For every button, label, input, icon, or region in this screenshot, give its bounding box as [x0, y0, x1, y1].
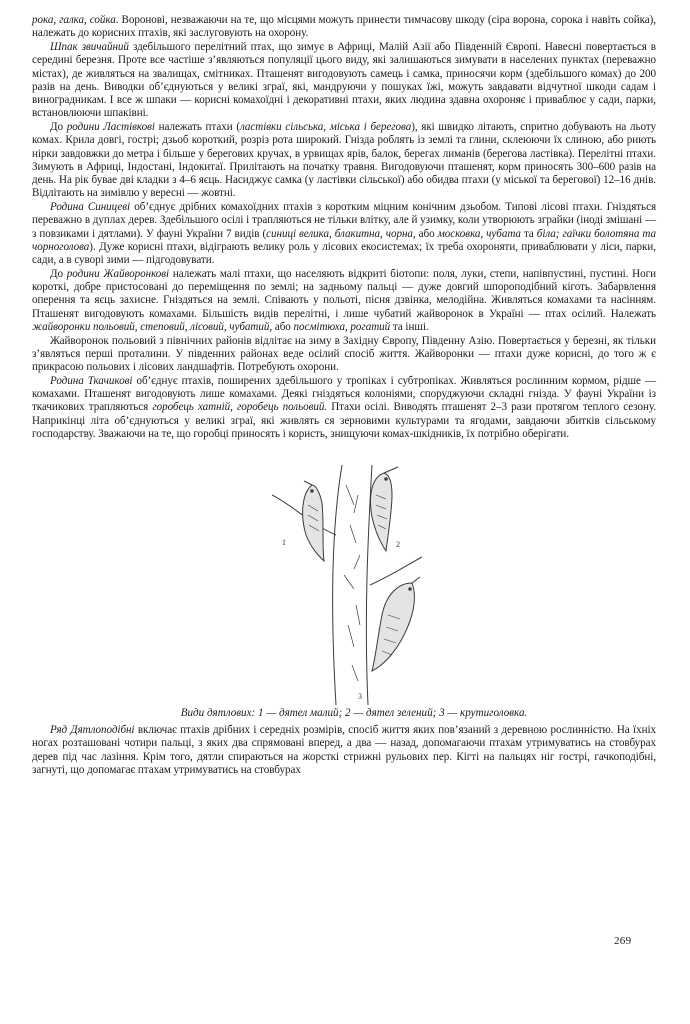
text-run: здебільшого перелітний птах, що зимує в Африці, Малій Азії або Південній Європі. Навесні повертається в середині березня. Проте все частіше з’являються популяції цього виду, які залишаються зимувати в населених пунктах (переважно містах), де живляться на звалищах, смітниках. Пташенят вигодовують самець і самка, приносячи корм (здебільшого комах) до 200 разів на день. Виводки об’єднуються у великі зграї, які, мандруючи у пошуках їжі, можуть завдавати відчутної шкоди садам і виноградникам. І все ж шпаки — корисні комахоїдні і декоративні птахи, яких людина здавна охороняє і приваблює у сади, парки, встановлюючи шпаківні. — [32, 41, 656, 120]
wryneck-drawing — [372, 577, 420, 671]
text-run: та — [520, 227, 537, 240]
text-run: До — [50, 267, 67, 280]
italic-run: синиці велика, блакитна, чорна, — [266, 227, 416, 240]
italic-run: Шпак звичайний — [50, 41, 129, 53]
paragraph — [32, 375, 656, 441]
text-run: 1 — дятел малий; 2 — дятел зелений; 3 — крутиголовка. — [258, 707, 528, 719]
text-run: . Воронові, незважаючи на те, що місцями можуть принести тимчасову шкоду (сіра ворона, сорока і навіть сойка), належать до корисних птахів, які заслуговують на охорону. — [32, 14, 657, 40]
italic-run: посмітюха, рогатий — [293, 320, 391, 333]
text-run: До — [50, 121, 67, 133]
text-run: включає птахів дрібних і середніх розмірів, спосіб життя яких пов’язаний з деревною рослинністю. На їхніх ногах розташовані чотири пальці, з яких два спрямовані вперед, а два — назад, допомагаючи птахам утримуватись на стовбурах дерев під час лазіння. Крім того, дятли спираються на жорсткі стрижні рульових пер. Кігті на пальцях ніг гострі, гачкоподібні, загнуті, що допомагає птахам утримуватись на стовбурах — [32, 724, 656, 776]
text-run: ), які швидко літають, спритно добувають на льоту комах. Крила довгі, гострі; дзьоб короткий, розріз рота широкий. Гнізда роблять із землі та глини, склеюючи їх слиною, або риють нірки завдовжки до метра і більше у берегових кручах, в урвищах ярів, балок, берегах лиманів (берегова ластівка). Перелітні птахи. Зимують в Африці, Індостані, Індокитаї. Прилітають на початку травня. Вигодовуючи пташенят, корм приносять 300–600 разів на день. На рік бувае дві кладки з 4–6 яєць. Насиджує самка (у ластівки сільської) або обидва птахи (у міської та берегової) 12–16 днів. Відлітають на зимівлю у вересні — жовтні. — [32, 121, 656, 200]
figure-caption — [32, 707, 656, 720]
italic-run: горобець хатній, горобець польовий. — [152, 401, 328, 414]
italic-run: рока, галка, сойка — [32, 14, 116, 26]
italic-run: родини Жайворонкові — [66, 267, 170, 280]
figure-label-1: 1 — [282, 538, 286, 547]
figure-label-3: 3 — [358, 692, 362, 701]
woodpecker-green-drawing — [371, 467, 399, 551]
italic-run: ластівки сільська, міська і берегова — [239, 121, 412, 133]
text-run: або — [272, 320, 294, 333]
text-run: або — [415, 227, 438, 240]
page-number: 269 — [614, 935, 632, 947]
text-run: Птахи осілі. Виводять пташенят 2–3 рази протягом теплого сезону. Наприкінці літа об’єднуються у великі зграї, які живлять ся зерновими культурами та ягодами, завдаючи збитків сільському господарству. Зважаючи на те, що горобці приносять і користь, знищуючи комах-шкідників, їх потрібно оберігати. — [32, 401, 656, 440]
italic-run: родини Ластівкові — [66, 121, 155, 133]
text-run: ). Дуже корисні птахи, відіграють велику роль у лісових екосистемах; їх треба охороняти, приваблювати у ліси, парки, сади, а в суворі зими — підгодовувати. — [32, 240, 656, 266]
text-run: належать птахи ( — [154, 121, 240, 133]
page-content — [32, 14, 656, 778]
italic-run: Родина Синицеві — [50, 201, 131, 213]
woodpecker-figure — [32, 465, 656, 705]
paragraph — [32, 201, 656, 267]
text-run: об’єднує птахів, поширених здебільшого у тропіках і субтропіках. Живляться рослинним кормом, рідше — комахами. Пташенят вигодовують лише комахами. Деякі гніздяться колоніями, споруджуючи складні гнізда. У фауні України із ткачикових трапляються — [32, 374, 656, 414]
italic-run: московка, чубата — [437, 227, 521, 240]
paragraph — [32, 335, 656, 375]
text-run: належать малі птахи, що населяють відкриті біотопи: поля, луки, степи, напівпустині, пустині. Ноги короткі, добре пристосовані до переміщення по землі; на задньому пальці — дуже довгий шпороподібний кіготь. Забарвлення оперення та яєць захисне. Гніздяться на землі. Співають у польоті, пісня дзвінка, мелодійна. Живляться комахами та насінням. Пташенят вигодовують комахами. Більшість видів перелітні, і лише чубатий жайворонок в Україні — птах осілий. Належать — [32, 267, 656, 320]
woodpecker-illustration — [272, 465, 422, 705]
paragraph — [32, 14, 656, 41]
text-block-bottom — [32, 724, 656, 777]
figure-label-2: 2 — [396, 540, 400, 549]
text-run: та інші. — [390, 320, 429, 333]
italic-run: біла; гаїчки болотяна та чорноголова — [32, 227, 656, 253]
woodpecker-lesser-drawing — [303, 481, 324, 561]
text-run: Види дятлових: — [180, 707, 258, 719]
paragraph — [32, 268, 656, 334]
paragraph — [32, 121, 656, 201]
paragraph — [32, 41, 656, 121]
text-block-top — [32, 14, 656, 441]
text-run: Жайворонок польовий з північних районів відлітає на зиму в Західну Європу, Південну Азію. Повертається у березні, як тільки з’являться перші проталини. У південних районах веде осілий спосіб життя. Жайворонки — птахи дуже корисні, до того ж є прикрасою польових і лісових ландшафтів. Потребують охорони. — [32, 334, 656, 373]
trunk-texture — [344, 485, 360, 681]
paragraph — [32, 724, 656, 777]
text-run: об’єднує дрібних комахоїдних птахів з коротким міцним конічним дзьобом. Типові лісові птахи. Гніздяться переважно в дуплах дерев. Здебільшого осілі і трапляються не тільки влітку, але й узимку, коли утворюють зграйки (іноді змішані — з повзиками і дятлами). У фауні України 7 видів ( — [32, 201, 656, 240]
italic-run: Родина Ткачикові — [50, 374, 133, 387]
italic-run: жайворонки польовий, степовий, лісовий, чубатий, — [32, 320, 273, 333]
italic-run: Ряд Дятлоподібні — [50, 724, 135, 736]
